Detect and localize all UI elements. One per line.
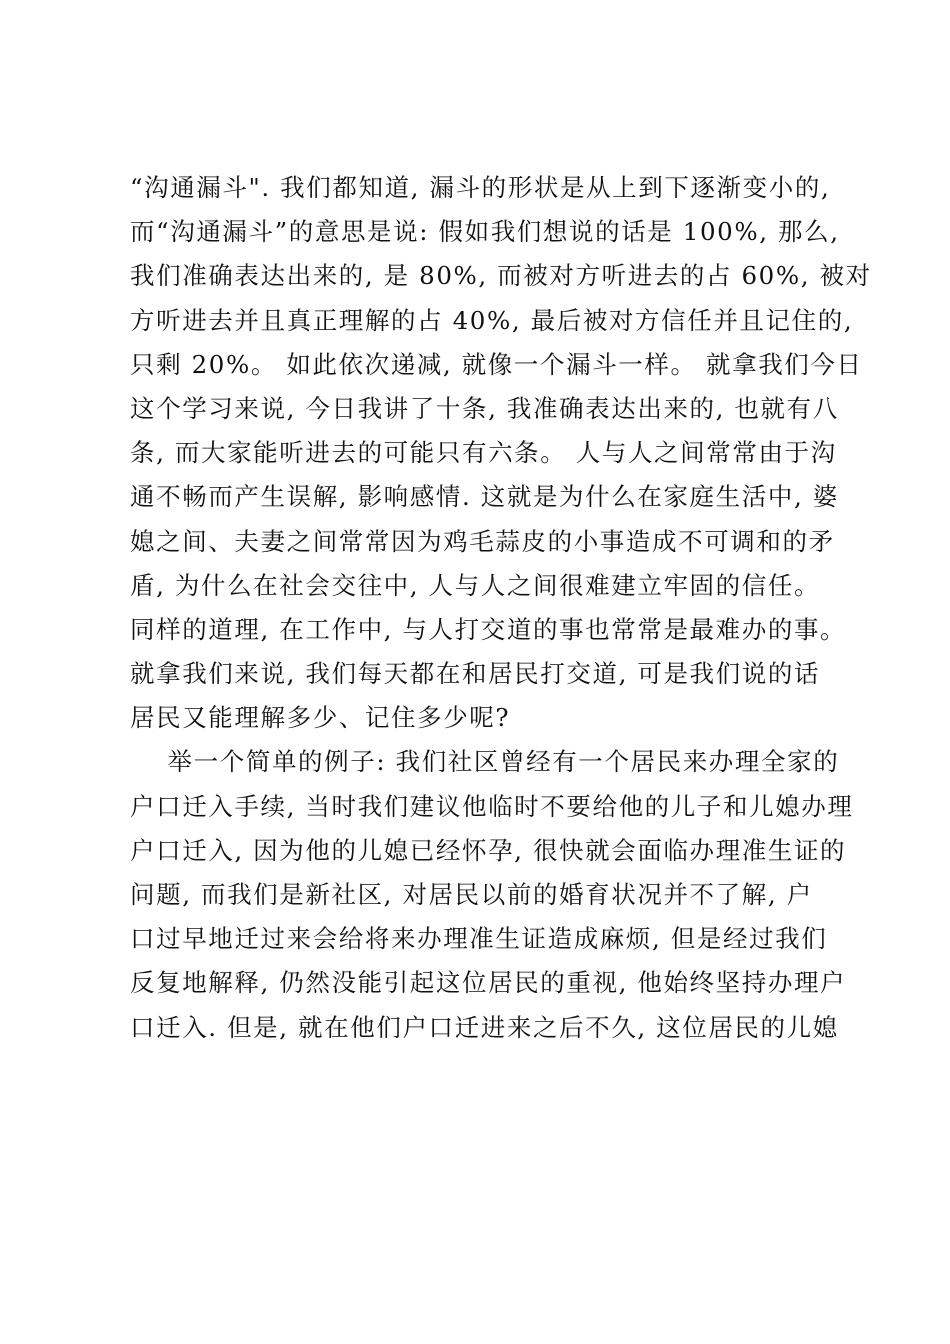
text-line: 方听进去并且真正理解的占 40%, 最后被对方信任并且记住的, [130, 305, 854, 335]
text-line: “沟通漏斗". 我们都知道, 漏斗的形状是从上到下逐渐变小的, [130, 173, 831, 202]
text-line: 同样的道理, 在工作中, 与人打交道的事也常常是最难办的事。 [130, 614, 847, 644]
text-line: 口迁入. 但是, 就在他们户口迁进来之后不久, 这位居民的儿媳 [130, 1012, 839, 1042]
paragraph-2 [130, 740, 854, 1049]
text-line: 而“沟通漏斗”的意思是说: 假如我们想说的话是 100%, 那么, [130, 217, 840, 247]
text-line: 就拿我们来说, 我们每天都在和居民打交道, 可是我们说的话 [130, 659, 821, 689]
text-line: 户口迁入手续, 当时我们建议他临时不要给他的儿子和儿媳办理 [130, 791, 854, 821]
text-line: 居民又能理解多少、记住多少呢? [130, 703, 511, 733]
text-line: 我们准确表达出来的, 是 80%, 而被对方听进去的占 60%, 被对 [130, 261, 872, 291]
text-line: 媳之间、夫妻之间常常因为鸡毛蒜皮的小事造成不可调和的矛 [130, 526, 835, 556]
text-line: 条, 而大家能听进去的可能只有六条。 人与人之间常常由于沟 [130, 438, 837, 468]
text-line: 通不畅而产生误解, 影响感情. 这就是为什么在家庭生活中, 婆 [130, 482, 839, 512]
text-line: 户口迁入, 因为他的儿媳已经怀孕, 很快就会面临办理准生证的 [130, 835, 847, 865]
document-body [130, 166, 872, 1050]
paragraph-1 [130, 166, 872, 740]
text-line: 这个学习来说, 今日我讲了十条, 我准确表达出来的, 也就有八 [130, 393, 839, 423]
text-line: 反复地解释, 仍然没能引起这位居民的重视, 他始终坚持办理户 [130, 968, 847, 998]
text-line: 盾, 为什么在社会交往中, 人与人之间很难建立牢固的信任。 [130, 570, 821, 600]
text-line: 只剩 20%。 如此依次递减, 就像一个漏斗一样。 就拿我们今日 [130, 349, 863, 379]
text-line: 口过早地迁过来会给将来办理准生证造成麻烦, 但是经过我们 [130, 924, 828, 954]
text-line: 举一个简单的例子: 我们社区曾经有一个居民来办理全家的 [130, 747, 840, 777]
text-line: 问题, 而我们是新社区, 对居民以前的婚育状况并不了解, 户 [130, 880, 813, 909]
